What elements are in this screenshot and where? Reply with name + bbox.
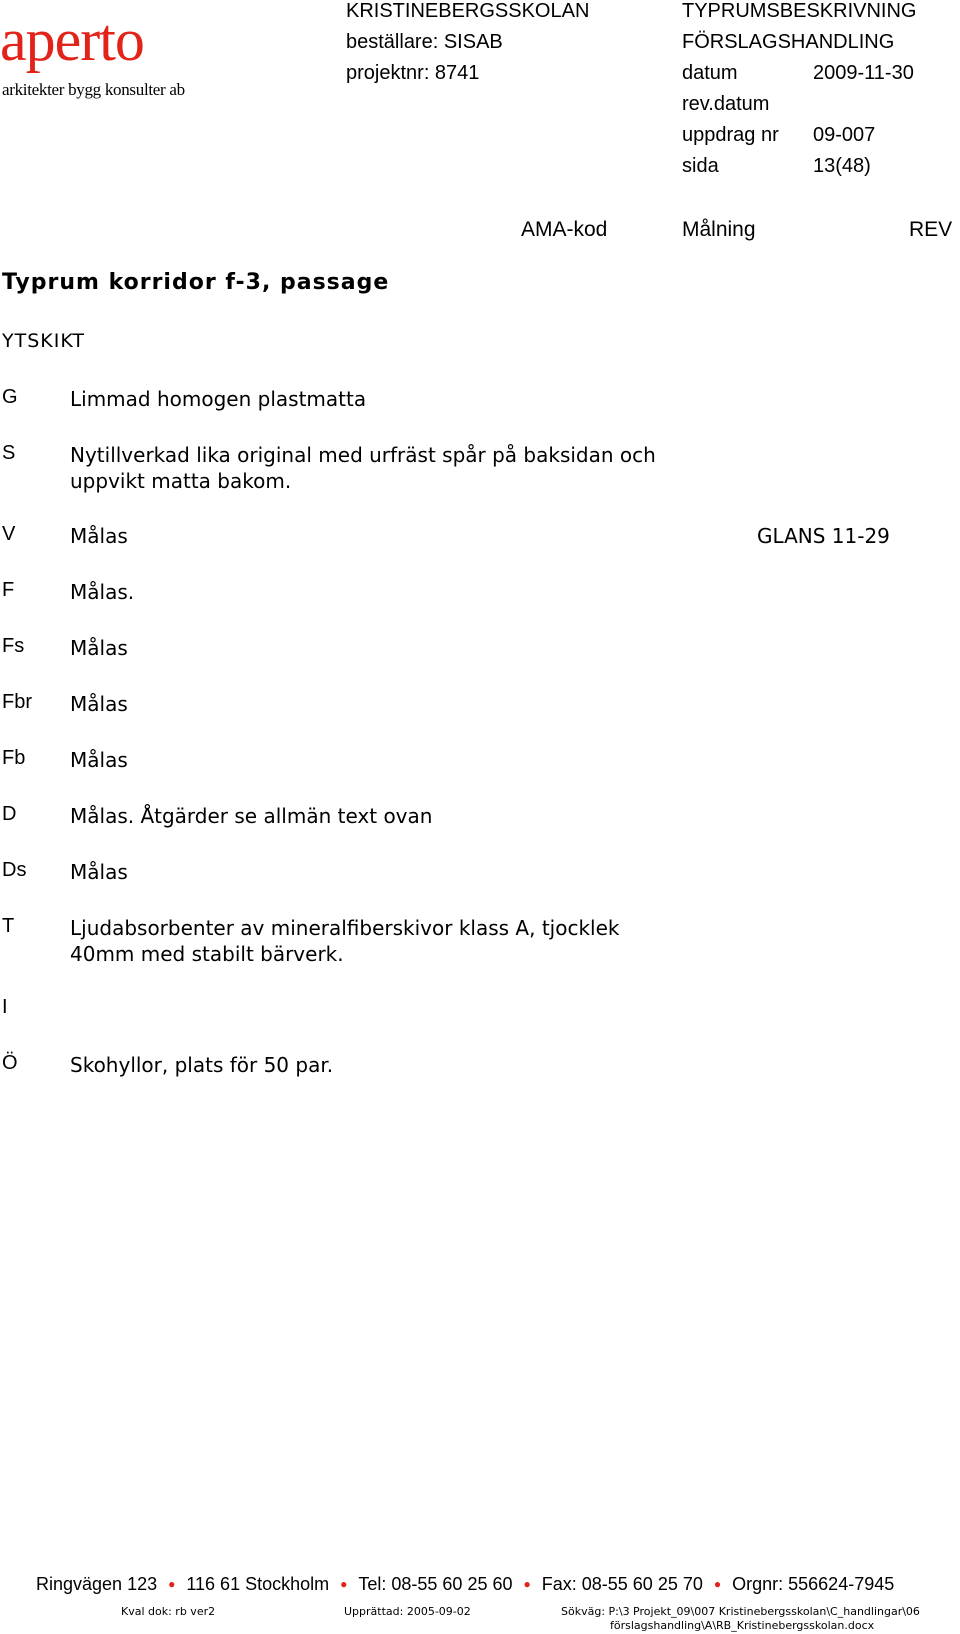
row-code-t: T — [2, 915, 15, 937]
row-text-t: Ljudabsorbenter av mineralfiberskivor klass A, tjocklek 40mm med stabilt bärverk. — [70, 916, 620, 966]
column-rev: REV — [909, 218, 953, 241]
row-text-s: Nytillverkad lika original med urfräst spår på baksidan och uppvikt matta bakom. — [70, 443, 656, 493]
page-value: 13(48) — [813, 155, 871, 177]
footer-org-number: Orgnr: 556624-7945 — [732, 1574, 895, 1594]
bullet-icon: ● — [340, 1577, 348, 1591]
bullet-icon: ● — [168, 1577, 176, 1591]
bullet-icon: ● — [713, 1577, 722, 1591]
row-text-g: Limmad homogen plastmatta — [70, 387, 367, 411]
row-text-o: Skohyllor, plats för 50 par. — [70, 1053, 334, 1077]
row-code-f: F — [2, 579, 15, 601]
footer-contact-line — [36, 1574, 960, 1595]
row-code-s: S — [2, 442, 16, 464]
row-text-fbr: Målas — [70, 692, 128, 716]
school-name: KRISTINEBERGSSKOLAN — [346, 0, 590, 22]
company-tagline: arkitekter bygg konsulter ab — [2, 80, 185, 99]
row-text-ds: Målas — [70, 860, 128, 884]
revision-date-label: rev.datum — [682, 93, 770, 115]
document-phase: FÖRSLAGSHANDLING — [682, 31, 895, 53]
row-code-v: V — [2, 523, 16, 545]
row-gloss-v: GLANS 11-29 — [757, 524, 890, 548]
row-text-fb: Målas — [70, 748, 128, 772]
section-surface-layers: YTSKIKT — [2, 330, 85, 352]
room-type-title: Typrum korridor f-3, passage — [2, 270, 390, 295]
row-code-g: G — [2, 386, 18, 408]
row-code-i: I — [2, 996, 8, 1018]
project-number: projektnr: 8741 — [346, 62, 480, 84]
footer-city: 116 61 Stockholm — [186, 1574, 330, 1594]
footer-file-path-line2: förslagshandling\A\RB_Kristinebergsskolan.docx — [610, 1619, 875, 1632]
assignment-value: 09-007 — [813, 124, 876, 146]
assignment-label: uppdrag nr — [682, 124, 779, 146]
company-logo: aperto — [0, 7, 144, 73]
column-painting: Målning — [682, 218, 756, 241]
footer-file-path-line1: Sökväg: P:\3 Projekt_09\007 Kristinebergsskolan\C_handlingar\06 — [561, 1605, 920, 1618]
footer-fax: Fax: 08-55 60 25 70 — [541, 1574, 703, 1594]
row-code-fb: Fb — [2, 747, 26, 769]
footer-telephone: Tel: 08-55 60 25 60 — [358, 1574, 513, 1594]
row-code-ds: Ds — [2, 859, 27, 881]
row-code-fbr: Fbr — [2, 691, 32, 713]
bullet-icon: ● — [523, 1577, 531, 1591]
footer-created-date: Upprättad: 2005-09-02 — [344, 1605, 471, 1618]
date-label: datum — [682, 62, 738, 84]
row-text-d: Målas. Åtgärder se allmän text ovan — [70, 804, 433, 828]
client: beställare: SISAB — [346, 31, 503, 53]
footer-address: Ringvägen 123 — [36, 1574, 158, 1594]
row-text-f: Målas. — [70, 580, 135, 604]
row-text-fs: Målas — [70, 636, 128, 660]
row-text-v: Målas — [70, 524, 128, 548]
row-code-o: Ö — [2, 1052, 18, 1074]
row-code-d: D — [2, 803, 17, 825]
document-type: TYPRUMSBESKRIVNING — [682, 0, 917, 22]
page-label: sida — [682, 155, 719, 177]
date-value: 2009-11-30 — [813, 62, 914, 84]
column-ama-code: AMA-kod — [521, 218, 608, 241]
row-code-fs: Fs — [2, 635, 25, 657]
footer-quality-doc: Kval dok: rb ver2 — [121, 1605, 216, 1618]
